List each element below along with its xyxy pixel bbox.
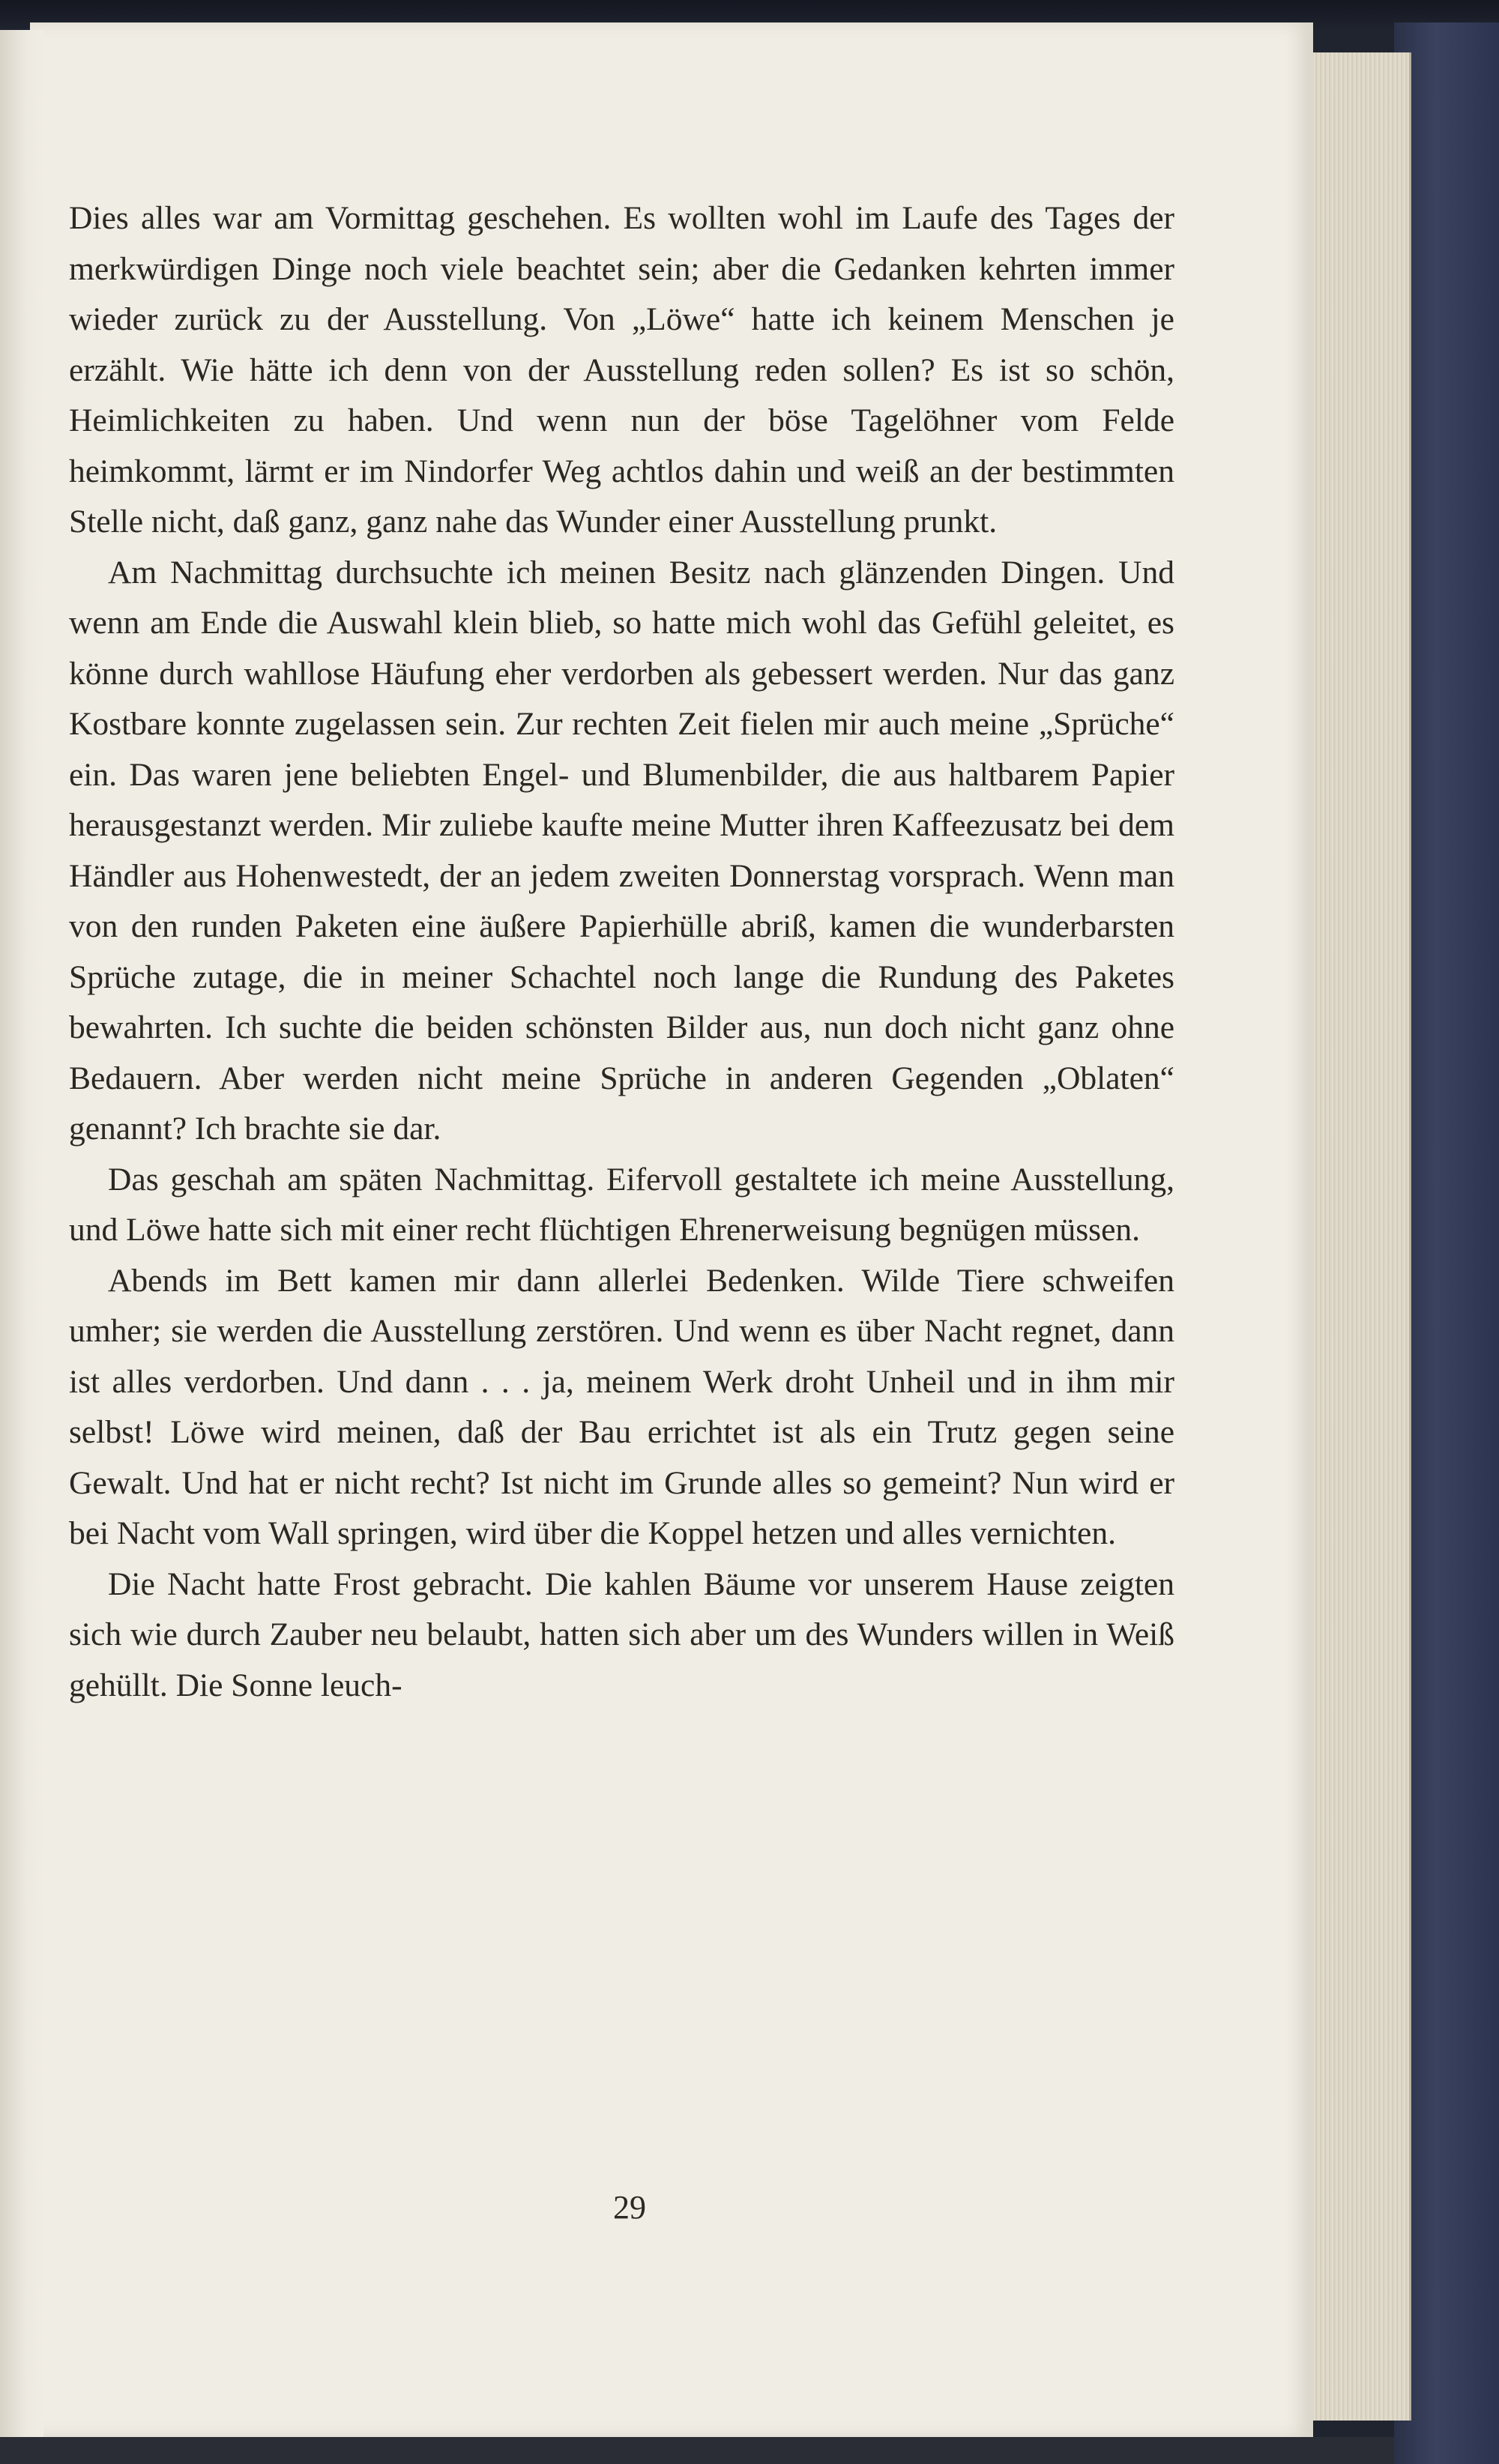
page-number: 29: [613, 2189, 646, 2226]
body-text: [69, 193, 1174, 1711]
paragraph: Dies alles war am Vormittag geschehen. Es wollten wohl im Laufe des Tages der merkwürdigen Dinge noch viele beachtet sein; aber die Gedanken kehrten immer wieder zurück zu der Ausstellung. Von „Löwe“ hatte ich keinem Menschen je erzählt. Wie hätte ich denn von der Ausstellung reden sollen? Es ist so schön, Heimlichkeiten zu haben. Und wenn nun der böse Tagelöhner vom Felde heimkommt, lärmt er im Nindorfer Weg achtlos dahin und weiß an der bestimmten Stelle nicht, daß ganz, ganz nahe das Wunder einer Ausstellung prunkt.: [69, 200, 1174, 540]
page-gutter-shadow: [0, 30, 43, 2464]
paragraph: Am Nachmittag durchsuchte ich meinen Besitz nach glänzenden Dingen. Und wenn am Ende die Auswahl klein blieb, so hatte mich wohl das Gefühl geleitet, es könne durch wahllose Häufung eher verdorben als gebessert werden. Nur das ganz Kostbare konnte zugelassen sein. Zur rechten Zeit fielen mir auch meine „Sprüche“ ein. Das waren jene beliebten Engel- und Blumenbilder, die aus haltbarem Papier herausgestanzt werden. Mir zuliebe kaufte meine Mutter ihren Kaffeezusatz bei dem Händler aus Hohenwestedt, der an jedem zweiten Donnerstag vorsprach. Wenn man von den runden Paketen eine äußere Papierhülle abriß, kamen die wunderbarsten Sprüche zutage, die in meiner Schachtel noch lange die Rundung des Paketes bewahrten. Ich suchte die beiden schönsten Bilder aus, nun doch nicht ganz ohne Bedauern. Aber werden nicht meine Sprüche in anderen Gegenden „Oblaten“ genannt? Ich brachte sie dar.: [69, 554, 1174, 1147]
paragraph: Die Nacht hatte Frost gebracht. Die kahlen Bäume vor unserem Hause zeigten sich wie durch Zauber neu belaubt, hatten sich aber um des Wunders willen in Weiß gehüllt. Die Sonne leuch-: [69, 1565, 1174, 1703]
paragraph: Abends im Bett kamen mir dann allerlei Bedenken. Wilde Tiere schweifen umher; sie werden die Ausstellung zerstören. Und wenn es über Nacht regnet, dann ist alles verdorben. Und dann . . . ja, meinem Werk droht Unheil und in ihm mir selbst! Löwe wird meinen, daß der Bau errichtet ist als ein Trutz gegen seine Gewalt. Und hat er nicht recht? Ist nicht im Grunde alles so gemeint? Nun wird er bei Nacht vom Wall springen, wird über die Koppel hetzen und alles vernichten.: [69, 1262, 1174, 1551]
bottom-background: [0, 2437, 1394, 2464]
page-edges: [1304, 52, 1411, 2421]
book-page: [30, 22, 1313, 2437]
paragraph: Das geschah am späten Nachmittag. Eifervoll gestaltete ich meine Ausstellung, und Löwe hatte sich mit einer recht flüchtigen Ehrenerweisung begnügen müssen.: [69, 1161, 1174, 1248]
